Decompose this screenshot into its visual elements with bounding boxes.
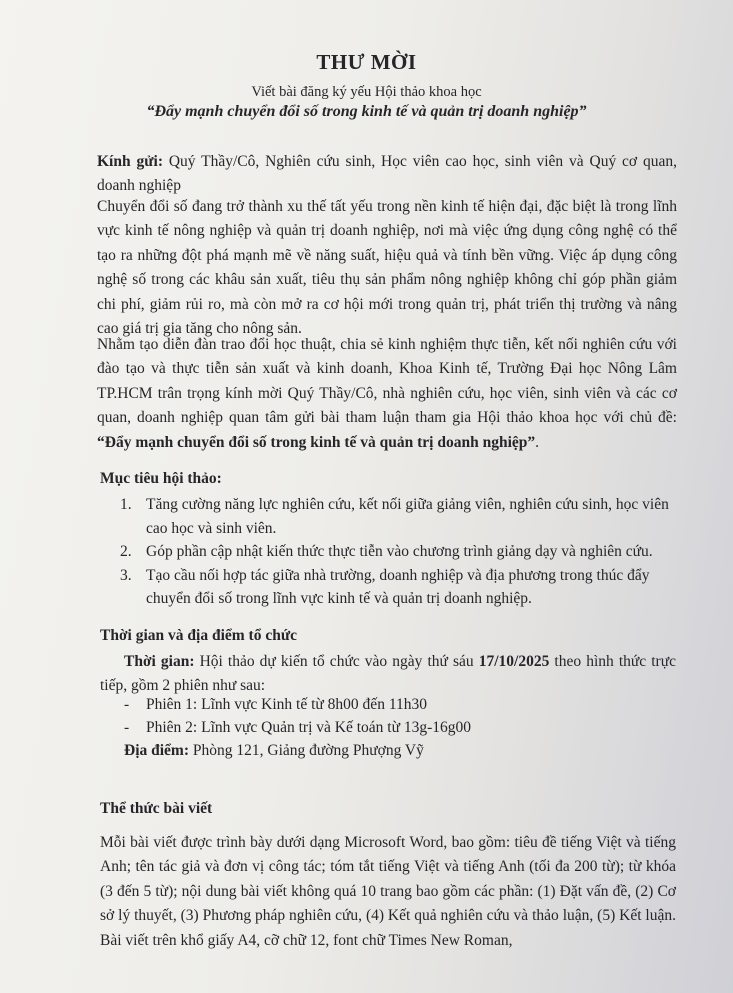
greeting-text: Quý Thầy/Cô, Nghiên cứu sinh, Học viên cao học, sinh viên và Quý cơ quan, doanh nghiệp	[97, 153, 677, 195]
intro-paragraph-2-text: Nhằm tạo diễn đàn trao đổi học thuật, chia sẻ kinh nghiệm thực tiễn, kết nối nghiên cứu với đào tạo và thực tiễn sản xuất và kinh doanh, Khoa Kinh tế, Trường Đại học Nông Lâm TP.HCM trân trọng kính mời Quý Thầy/Cô, nhà nghiên cứu, học viên, sinh viên và các cơ quan, doanh nghiệp quan tâm gửi bài tham luận tham gia Hội thảo khoa học với chủ đề:	[97, 336, 677, 427]
intro-theme: “Đẩy mạnh chuyển đổi số trong kinh tế và quản trị doanh nghiệp”	[97, 433, 536, 451]
list-item-text: Góp phần cập nhật kiến thức thực tiễn vào chương trình giảng dạy và nghiên cứu.	[146, 543, 653, 560]
list-item-text: Tăng cường năng lực nghiên cứu, kết nối giữa giảng viên, nghiên cứu sinh, học viên cao học và sinh viên.	[146, 496, 669, 537]
session-item	[124, 717, 471, 739]
format-heading: Thể thức bài viết	[100, 800, 213, 817]
document-subtitle: Viết bài đăng ký yếu Hội thảo khoa học	[251, 84, 482, 100]
format-paragraph: Mỗi bài viết được trình bày dưới dạng Microsoft Word, bao gồm: tiêu đề tiếng Việt và tiếng Anh; tên tác giả và đơn vị công tác; tóm tắt tiếng Việt và tiếng Anh (tối đa 200 từ); từ khóa (3 đến 5 từ); nội dung bài viết không quá 10 trang bao gồm các phần: (1) Đặt vấn đề, (2) Cơ sở lý thuyết, (3) Phương pháp nghiên cứu, (4) Kết quả nghiên cứu và thảo luận, (5) Kết luận. Bài viết trên khổ giấy A4, cỡ chữ 12, font chữ Times New Roman,	[100, 834, 676, 949]
list-item-number: 2.	[120, 543, 132, 560]
objectives-heading: Mục tiêu hội thảo:	[100, 470, 222, 487]
intro-paragraph-2-end: .	[535, 433, 540, 451]
time-label: Thời gian:	[124, 653, 195, 670]
conference-date: 17/10/2025	[478, 653, 550, 670]
greeting-paragraph	[97, 150, 677, 199]
conference-theme: “Đẩy mạnh chuyển đổi số trong kinh tế và quản trị doanh nghiệp”	[146, 103, 587, 120]
schedule-heading: Thời gian và địa điểm tổ chức	[100, 627, 298, 644]
list-item	[120, 493, 676, 540]
session-item	[124, 694, 427, 716]
time-text: Hội thảo dự kiến tổ chức vào ngày thứ sáu	[194, 653, 479, 670]
bullet-dash: -	[124, 719, 130, 736]
list-item-number: 1.	[120, 496, 132, 513]
list-item-number: 3.	[120, 566, 132, 584]
greeting-label: Kính gửi:	[97, 153, 163, 170]
venue-line	[124, 740, 424, 762]
schedule-time-paragraph	[100, 650, 676, 699]
session-text: Phiên 2: Lĩnh vực Quản trị và Kế toán từ 13g-16g00	[146, 719, 472, 736]
objectives-list	[120, 493, 676, 611]
venue-label: Địa điểm:	[124, 742, 190, 759]
list-item-text: Tạo cầu nối hợp tác giữa nhà trường, doanh nghiệp và địa phương trong thúc đẩy chuyển đổi số trong lĩnh vực kinh tế và quản trị doanh nghiệp.	[146, 566, 650, 607]
bullet-dash: -	[124, 696, 130, 713]
document-title: THƯ MỜI	[316, 50, 417, 74]
venue-text: Phòng 121, Giảng đường Phượng Vỹ	[189, 742, 424, 759]
intro-paragraph-1: Chuyển đổi số đang trở thành xu thế tất yếu trong nền kinh tế hiện đại, đặc biệt là trong lĩnh vực kinh tế nông nghiệp và quản trị doanh nghiệp, nơi mà việc ứng dụng công nghệ có thể tạo ra những đột phá mạnh mẽ về năng suất, hiệu quả và tính bền vững. Việc áp dụng công nghệ số trong các khâu sản xuất, tiêu thụ sản phẩm nông nghiệp không chỉ góp phần giảm chi phí, giảm rủi ro, mà còn mở ra cơ hội mới trong quản trị, phát triển thị trường và nâng cao giá trị gia tăng cho nông sản.	[97, 198, 677, 338]
time-text-2: theo hình thức trực tiếp, gồm 2 phiên như sau:	[100, 653, 676, 695]
session-text: Phiên 1: Lĩnh vực Kinh tế từ 8h00 đến 11h30	[146, 696, 427, 713]
list-item	[120, 564, 676, 611]
list-item	[120, 540, 676, 564]
intro-paragraph-2	[97, 333, 677, 455]
